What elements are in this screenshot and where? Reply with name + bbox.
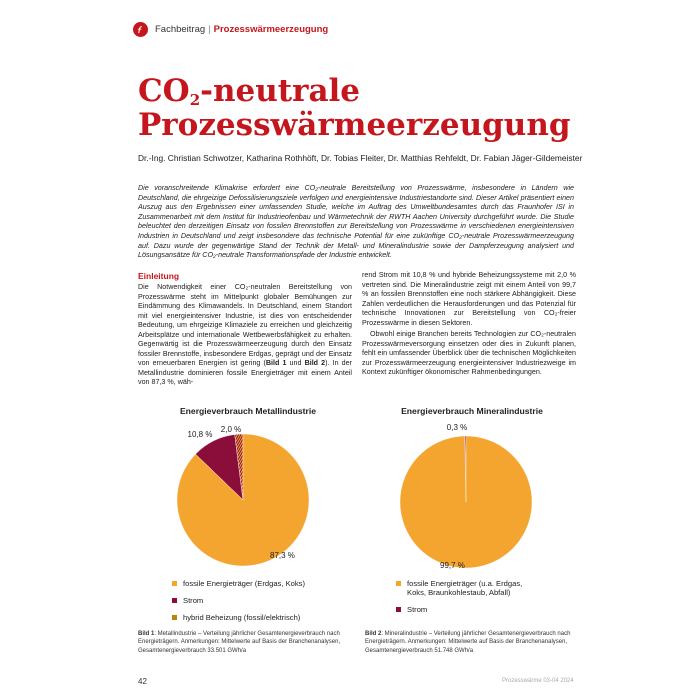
caption-label: Bild 1	[138, 631, 155, 637]
legend-item	[172, 613, 305, 622]
title-line2: Prozesswärmeerzeugung	[138, 107, 571, 143]
authors: Dr.-Ing. Christian Schwotzer, Katharina Rothhöft, Dr. Tobias Fleiter, Dr. Matthias Rehfeldt, Dr. Fabian Jäger-Gildemeister	[138, 153, 583, 163]
pie-label-2: 10,8 %	[187, 430, 213, 439]
legend-label: Strom	[407, 605, 428, 614]
legend-item	[172, 579, 305, 588]
caption-bild-2	[365, 630, 575, 655]
chart-legend	[172, 579, 305, 630]
header-category: Fachbeitrag	[155, 24, 206, 35]
pie-label-1: 87,3 %	[270, 551, 295, 560]
pie-label-2: 0,3 %	[446, 423, 468, 432]
second-paragraph: Obwohl einige Branchen bereits Technologien zur CO₂-neutralen Prozesswärmeversorgung einsetzen oder dies in Zukunft planen, fehlt ein umfassender Überblick über die technischen Möglichkeiten zur Prozesswärmeerzeugung energieintensiver Industriezweige im Kontext zukünftiger ökonomischer Rahmenbedingungen.	[362, 330, 576, 377]
section-heading: Einleitung	[138, 271, 180, 281]
chart-legend	[396, 579, 522, 622]
legend-swatch	[396, 581, 401, 586]
header-topic: Prozesswärmeerzeugung	[213, 24, 329, 35]
continued-text: rend Strom mit 10,8 % und hybride Beheizungssysteme mit 2,0 % vertreten sind. Die Mineralindustrie zeigt mit einem Anteil von 99,7 % an fossilen Brennstoffen eine noch stärkere Abhängigkeit. Diese Zahlen verdeutlichen die Herausforderungen und das Potenzial für technische Innovationen zur Bereitstellung von CO₂-freier Prozesswärme in diesen Sektoren.	[362, 271, 576, 327]
pie-label-1: 99,7 %	[440, 561, 465, 570]
pie-slice-1	[400, 436, 532, 568]
magazine-logo-icon	[133, 22, 148, 37]
pie-label-3: 2,0 %	[220, 425, 242, 434]
legend-label: Strom	[183, 596, 204, 605]
legend-label: fossile Energieträger (u.a. Erdgas, Koks, Braunkohlestaub, Abfall)	[407, 579, 523, 597]
legend-item	[172, 596, 305, 605]
legend-label: hybrid Beheizung (fossil/elektrisch)	[183, 613, 301, 622]
running-header	[133, 22, 328, 37]
intro-text-b: ). In der Metallindustrie dominieren fossile Energieträger mit einem Anteil von 87,3 %, wäh-	[138, 359, 352, 387]
abstract: Die voranschreitende Klimakrise erfordert eine CO₂-neutrale Bereitstellung von Prozesswärme, insbesondere in Ländern wie Deutschland, die ehrgeizige Defossilisierungsziele verfolgen und energieintensive Industriestandorte sind. Dieser Artikel präsentiert einen Auszug aus den Ergebnissen einer umfassenden Studie, welche im Auftrag des Umweltbundesamtes durch das Fraunhofer ISI in Zusammenarbeit mit dem Institut für Industrieofenbau und Wärmetechnik der RWTH Aachen University durchgeführt wurde. Die Studie beleuchtet den derzeitigen Einsatz von fossilen Brennstoffen zur Bereitstellung von Prozesswärme in verschiedenen energieintensiven Industrien in Deutschland und zeigt insbesondere das technische Potential für eine zukünftige CO₂-neutrale Prozesswärmeerzeugung auf. Dazu wurde der gegenwärtige Stand der Technik der Metall- und Mineralindustrie sowie der Dampferzeugung analysiert und Lösungsansätze für CO₂-neutrale Transformationspfade der Industrie entwickelt.	[138, 184, 574, 260]
legend-item	[396, 579, 522, 597]
legend-swatch	[172, 598, 177, 603]
intro-paragraph	[138, 283, 352, 388]
caption-text: : Mineralindustrie – Verteilung jährlicher Gesamtenergieverbrauch nach Energieträgern. Anmerkungen: Mittelwerte auf Basis der Branchenanalysen, Gesamtenergieverbrauch 51.748 GWh/a	[365, 631, 571, 654]
body-column-left	[138, 271, 352, 388]
ref-bild-1: Bild 1	[265, 359, 287, 368]
caption-bild-1	[138, 630, 348, 655]
ref-bild-2: Bild 2	[304, 359, 326, 368]
legend-swatch	[396, 607, 401, 612]
intro-text-a: Die Notwendigkeit einer CO₂-neutralen Bereitstellung von Prozesswärme steht im Mittelpunkt globaler Bemühungen zur Eindämmung des Klimawandels. In Deutschland, einem Standort mit viel energieintensiver Industrie, ist dies von entscheidender Bedeutung, um ehrgeizige Klimaziele zu erreichen und gleichzeitig Arbeitsplätze und internationale Wettbewerbsfähigkeit zu erhalten. Gegenwärtig ist die Prozesswärmeerzeugung durch den Einsatz fossiler Brennstoffe, insbesondere Erdgas, geprägt und der Einsatz von erneuerbaren Energien ist gering (	[138, 283, 352, 368]
chart-title: Energieverbrauch Metallindustrie	[179, 406, 317, 416]
legend-label: fossile Energieträger (Erdgas, Koks)	[183, 579, 305, 588]
chart-title: Energieverbrauch Mineralindustrie	[401, 406, 543, 416]
legend-item	[396, 605, 522, 614]
body-column-right	[362, 271, 576, 378]
title-co: CO	[138, 73, 190, 109]
legend-swatch	[172, 615, 177, 620]
chart-mineralindustrie	[362, 404, 582, 629]
legend-swatch	[172, 581, 177, 586]
caption-text: : Metallindustrie – Verteilung jährlicher Gesamtenergieverbrauch nach Energieträgern. Anmerkungen: Mittelwerte auf Basis der Branchenanalysen, Gesamtenergieverbrauch 33.501 GWh/a	[138, 631, 341, 654]
publication-footer: Prozesswärme 03-04 2024	[502, 678, 574, 684]
caption-label: Bild 2	[365, 631, 382, 637]
page-number: 42	[138, 677, 147, 686]
continued-paragraph	[362, 271, 576, 328]
ref-and: und	[286, 359, 305, 368]
chart-metallindustrie	[138, 404, 358, 629]
title-subscript: 2	[189, 91, 201, 109]
header-separator: |	[208, 24, 211, 35]
article-title	[138, 74, 578, 142]
title-neutral: -neutrale	[200, 73, 361, 109]
